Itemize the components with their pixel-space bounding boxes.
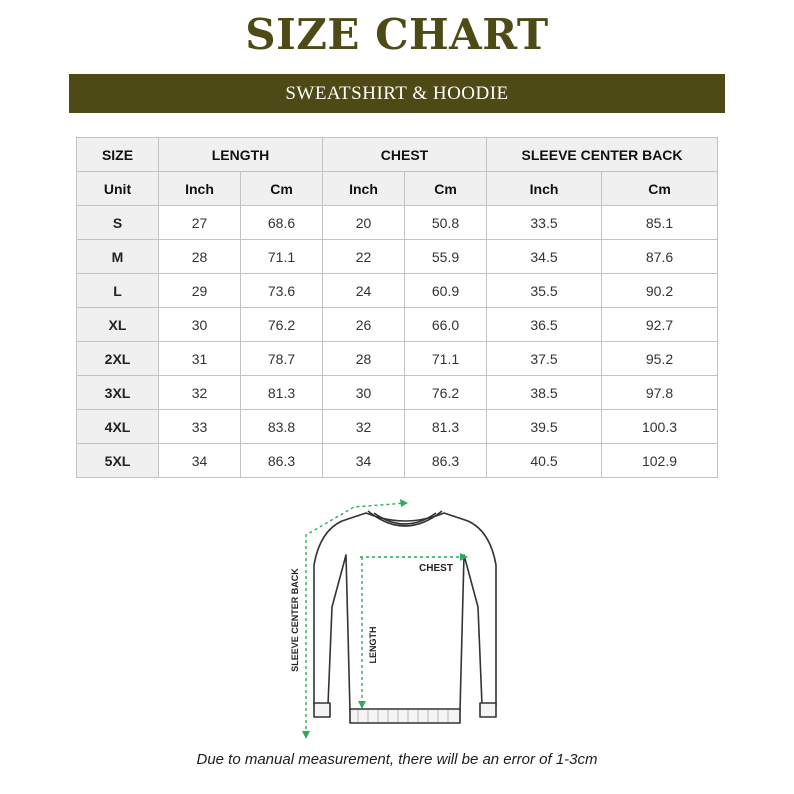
value-cell: 39.5 [487, 410, 602, 444]
unit-row [77, 172, 718, 206]
size-cell: L [77, 274, 159, 308]
value-cell: 76.2 [405, 376, 487, 410]
measurement-note: Due to manual measurement, there will be an error of 1-3cm [196, 751, 598, 768]
size-cell: 3XL [77, 376, 159, 410]
value-cell: 30 [159, 308, 241, 342]
value-cell: 97.8 [602, 376, 718, 410]
page-title: SIZE CHART [245, 10, 549, 59]
table-row [77, 308, 718, 342]
value-cell: 76.2 [241, 308, 323, 342]
value-cell: 28 [159, 240, 241, 274]
value-cell: 66.0 [405, 308, 487, 342]
value-cell: 28 [323, 342, 405, 376]
unit-cell: Cm [241, 172, 323, 206]
value-cell: 81.3 [241, 376, 323, 410]
value-cell: 81.3 [405, 410, 487, 444]
value-cell: 85.1 [602, 206, 718, 240]
header-sleeve: SLEEVE CENTER BACK [487, 138, 718, 172]
unit-cell: Inch [487, 172, 602, 206]
value-cell: 36.5 [487, 308, 602, 342]
value-cell: 50.8 [405, 206, 487, 240]
value-cell: 83.8 [241, 410, 323, 444]
value-cell: 22 [323, 240, 405, 274]
size-cell: 2XL [77, 342, 159, 376]
value-cell: 31 [159, 342, 241, 376]
value-cell: 33.5 [487, 206, 602, 240]
value-cell: 20 [323, 206, 405, 240]
size-cell: 5XL [77, 444, 159, 478]
value-cell: 29 [159, 274, 241, 308]
value-cell: 73.6 [241, 274, 323, 308]
value-cell: 95.2 [602, 342, 718, 376]
value-cell: 86.3 [241, 444, 323, 478]
value-cell: 78.7 [241, 342, 323, 376]
sweatshirt-icon [314, 511, 496, 723]
chest-label: CHEST [419, 563, 453, 574]
value-cell: 34.5 [487, 240, 602, 274]
value-cell: 26 [323, 308, 405, 342]
unit-cell: Inch [159, 172, 241, 206]
header-row [77, 138, 718, 172]
header-size: SIZE [77, 138, 159, 172]
unit-cell: Cm [405, 172, 487, 206]
header-chest: CHEST [323, 138, 487, 172]
table-row [77, 444, 718, 478]
value-cell: 32 [323, 410, 405, 444]
value-cell: 60.9 [405, 274, 487, 308]
sleeve-label: SLEEVE CENTER BACK [290, 568, 300, 672]
size-cell: M [77, 240, 159, 274]
value-cell: 68.6 [241, 206, 323, 240]
table-row [77, 410, 718, 444]
table-row [77, 274, 718, 308]
sweatshirt-diagram [280, 495, 520, 755]
value-cell: 33 [159, 410, 241, 444]
unit-cell: Inch [323, 172, 405, 206]
size-cell: 4XL [77, 410, 159, 444]
length-label: LENGTH [368, 626, 378, 664]
unit-cell: Unit [77, 172, 159, 206]
value-cell: 87.6 [602, 240, 718, 274]
value-cell: 55.9 [405, 240, 487, 274]
table-row [77, 240, 718, 274]
table-row [77, 206, 718, 240]
table-row [77, 376, 718, 410]
arrow-icon [302, 731, 310, 739]
value-cell: 30 [323, 376, 405, 410]
value-cell: 40.5 [487, 444, 602, 478]
value-cell: 34 [323, 444, 405, 478]
size-table [76, 137, 718, 478]
value-cell: 71.1 [241, 240, 323, 274]
value-cell: 86.3 [405, 444, 487, 478]
value-cell: 71.1 [405, 342, 487, 376]
value-cell: 102.9 [602, 444, 718, 478]
value-cell: 90.2 [602, 274, 718, 308]
value-cell: 35.5 [487, 274, 602, 308]
subtitle-banner: SWEATSHIRT & HOODIE [69, 74, 725, 113]
value-cell: 34 [159, 444, 241, 478]
value-cell: 27 [159, 206, 241, 240]
value-cell: 92.7 [602, 308, 718, 342]
value-cell: 24 [323, 274, 405, 308]
value-cell: 38.5 [487, 376, 602, 410]
value-cell: 32 [159, 376, 241, 410]
value-cell: 37.5 [487, 342, 602, 376]
header-length: LENGTH [159, 138, 323, 172]
table-row [77, 342, 718, 376]
unit-cell: Cm [602, 172, 718, 206]
value-cell: 100.3 [602, 410, 718, 444]
arrow-icon [400, 499, 408, 507]
size-cell: S [77, 206, 159, 240]
size-cell: XL [77, 308, 159, 342]
